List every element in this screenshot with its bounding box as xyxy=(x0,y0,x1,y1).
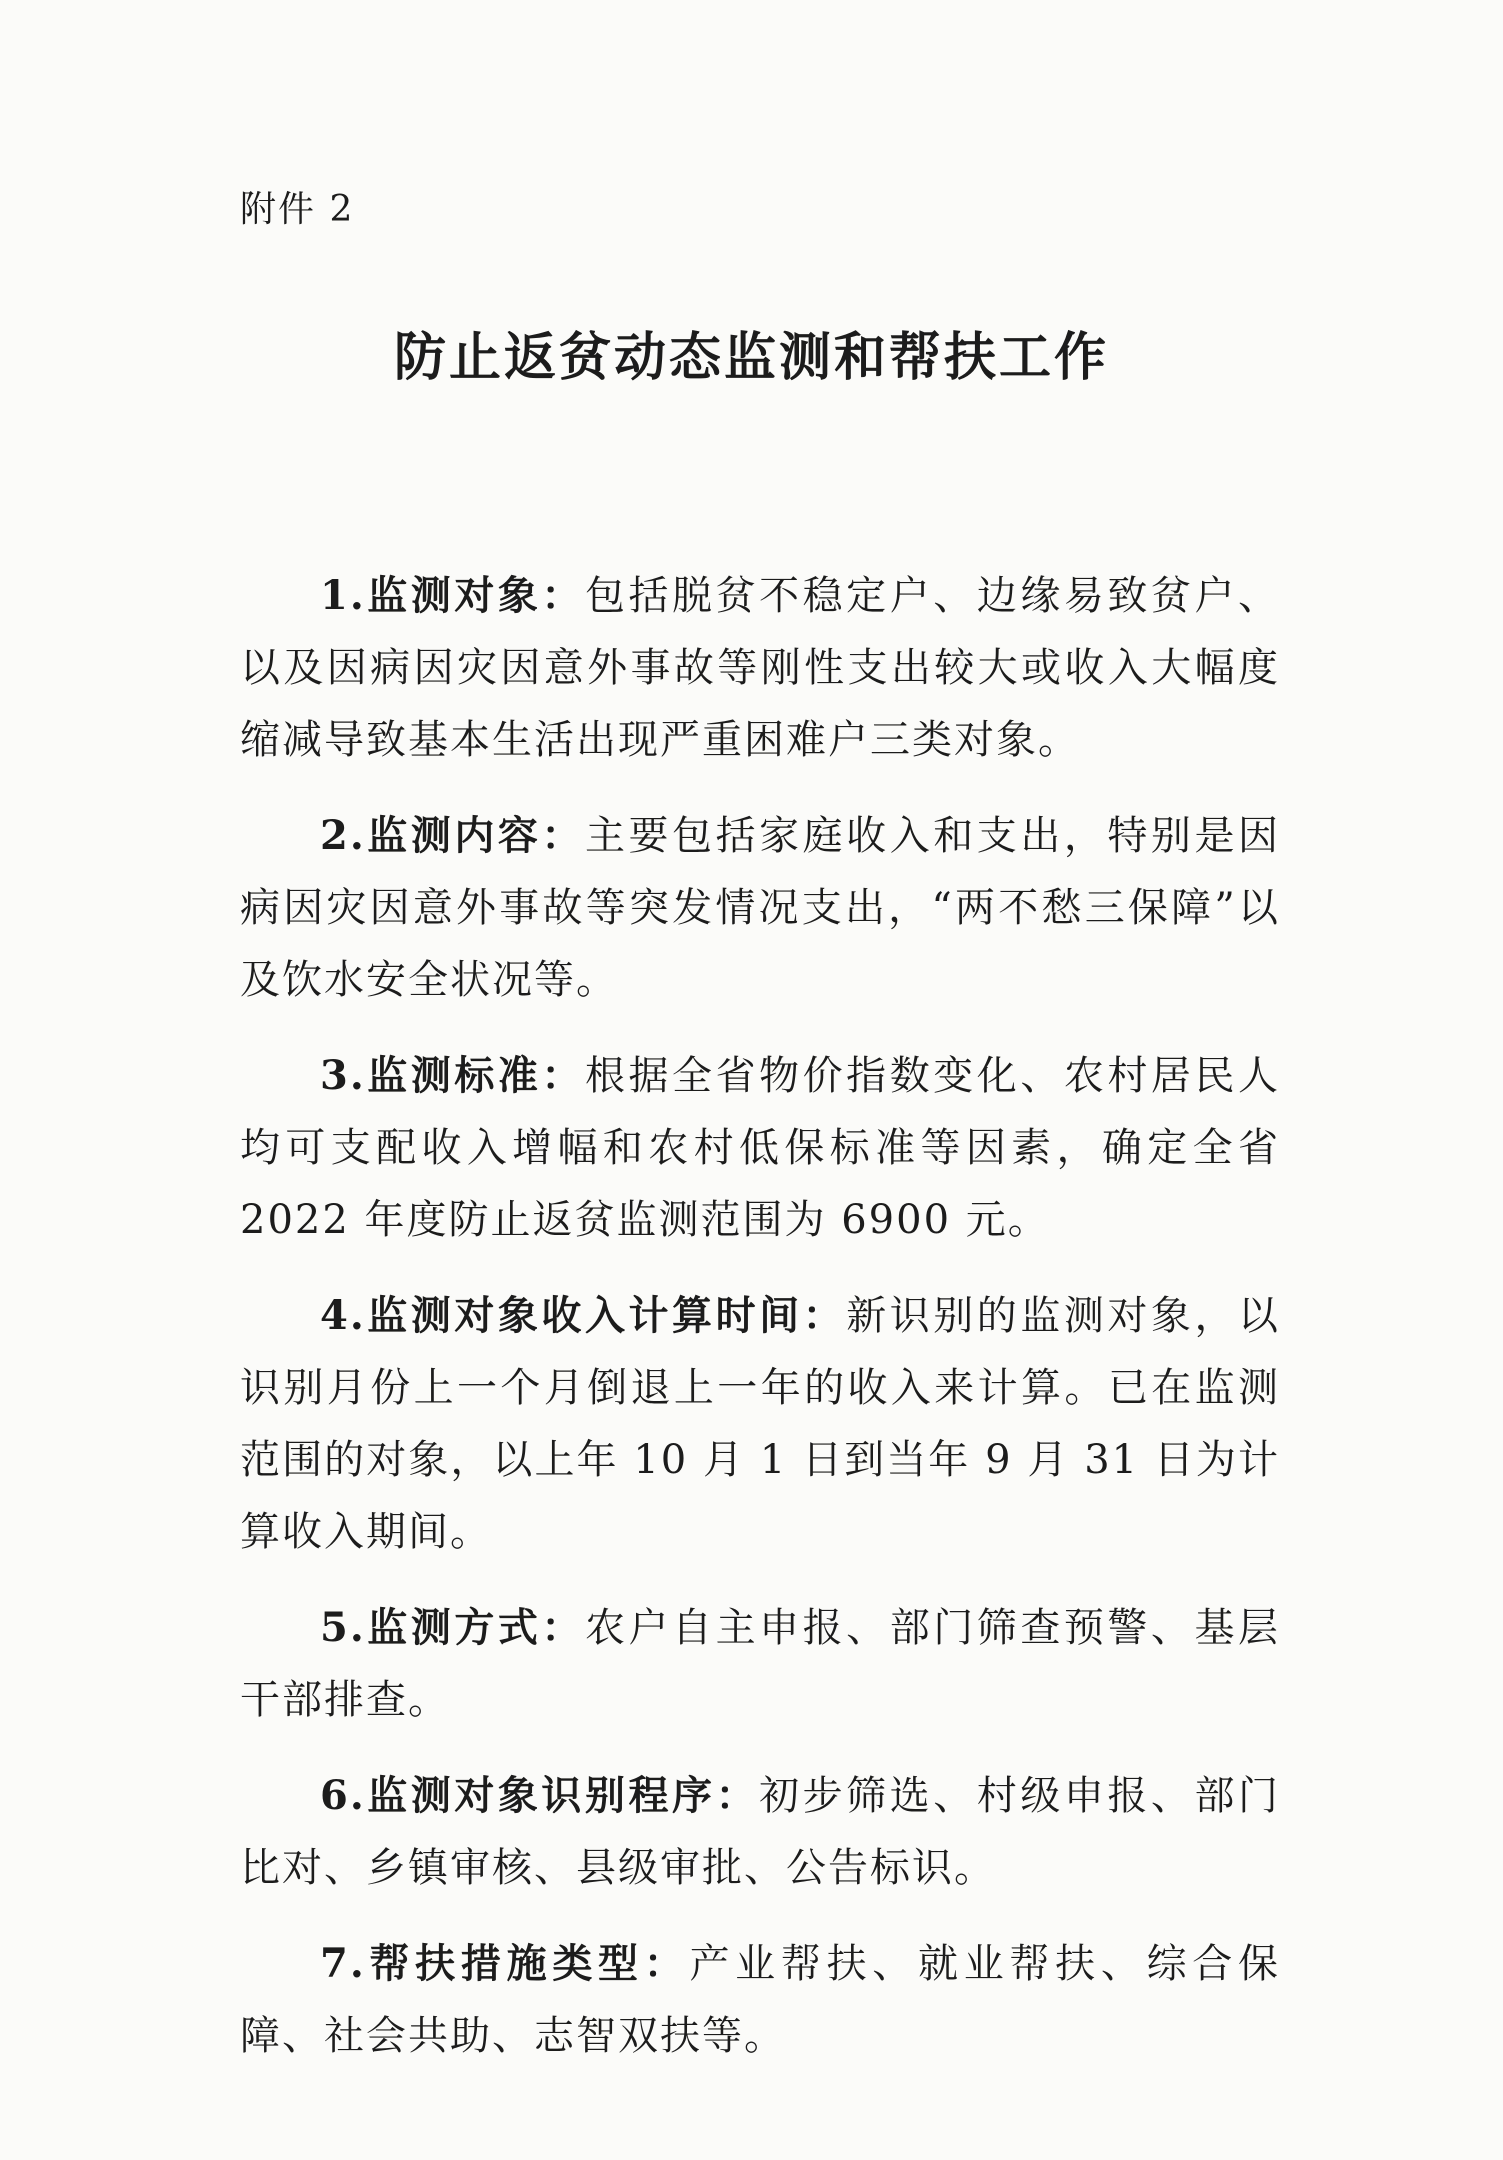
paragraph-income-calculation-time xyxy=(240,1280,1280,1568)
document-body xyxy=(240,560,1280,2096)
paragraph-text: 初步筛选、村级申报、部门比对、乡镇审核、县级审批、公告标识。 xyxy=(240,1773,1280,1891)
paragraph-text: 新识别的监测对象，以识别月份上一个月倒退上一年的收入来计算。已在监测范围的对象，以上年 10 月 1 日到当年 9 月 31 日为计算收入期间。 xyxy=(240,1293,1281,1555)
paragraph-text: 产业帮扶、就业帮扶、综合保障、社会共助、志智双扶等。 xyxy=(240,1941,1280,2059)
paragraph-monitoring-standard xyxy=(240,1040,1280,1256)
paragraph-heading: 2.监测内容： xyxy=(320,812,585,859)
paragraph-heading: 3.监测标准： xyxy=(320,1052,585,1099)
paragraph-text: 包括脱贫不稳定户、边缘易致贫户、以及因病因灾因意外事故等刚性支出较大或收入大幅度缩减导致基本生活出现严重困难户三类对象。 xyxy=(240,573,1280,763)
paragraph-text: 农户自主申报、部门筛查预警、基层干部排查。 xyxy=(240,1605,1280,1723)
attachment-label: 附件 2 xyxy=(240,189,355,230)
paragraph-text: 根据全省物价指数变化、农村居民人均可支配收入增幅和农村低保标准等因素，确定全省 2022 年度防止返贫监测范围为 6900 元。 xyxy=(240,1053,1280,1243)
paragraph-monitoring-content xyxy=(240,800,1280,1016)
paragraph-text: 主要包括家庭收入和支出，特别是因病因灾因意外事故等突发情况支出，“两不愁三保障”以及饮水安全状况等。 xyxy=(240,813,1280,1003)
paragraph-heading: 5.监测方式： xyxy=(320,1604,585,1651)
document-title: 防止返贫动态监测和帮扶工作 xyxy=(393,327,1109,388)
paragraph-monitoring-targets xyxy=(240,560,1280,776)
paragraph-heading: 7.帮扶措施类型： xyxy=(320,1940,690,1987)
paragraph-identification-procedure xyxy=(240,1760,1280,1904)
paragraph-assistance-measures xyxy=(240,1928,1280,2072)
paragraph-heading: 4.监测对象收入计算时间： xyxy=(320,1292,847,1339)
paragraph-monitoring-method xyxy=(240,1592,1280,1736)
paragraph-heading: 6.监测对象识别程序： xyxy=(320,1772,760,1819)
paragraph-heading: 1.监测对象： xyxy=(320,572,585,619)
